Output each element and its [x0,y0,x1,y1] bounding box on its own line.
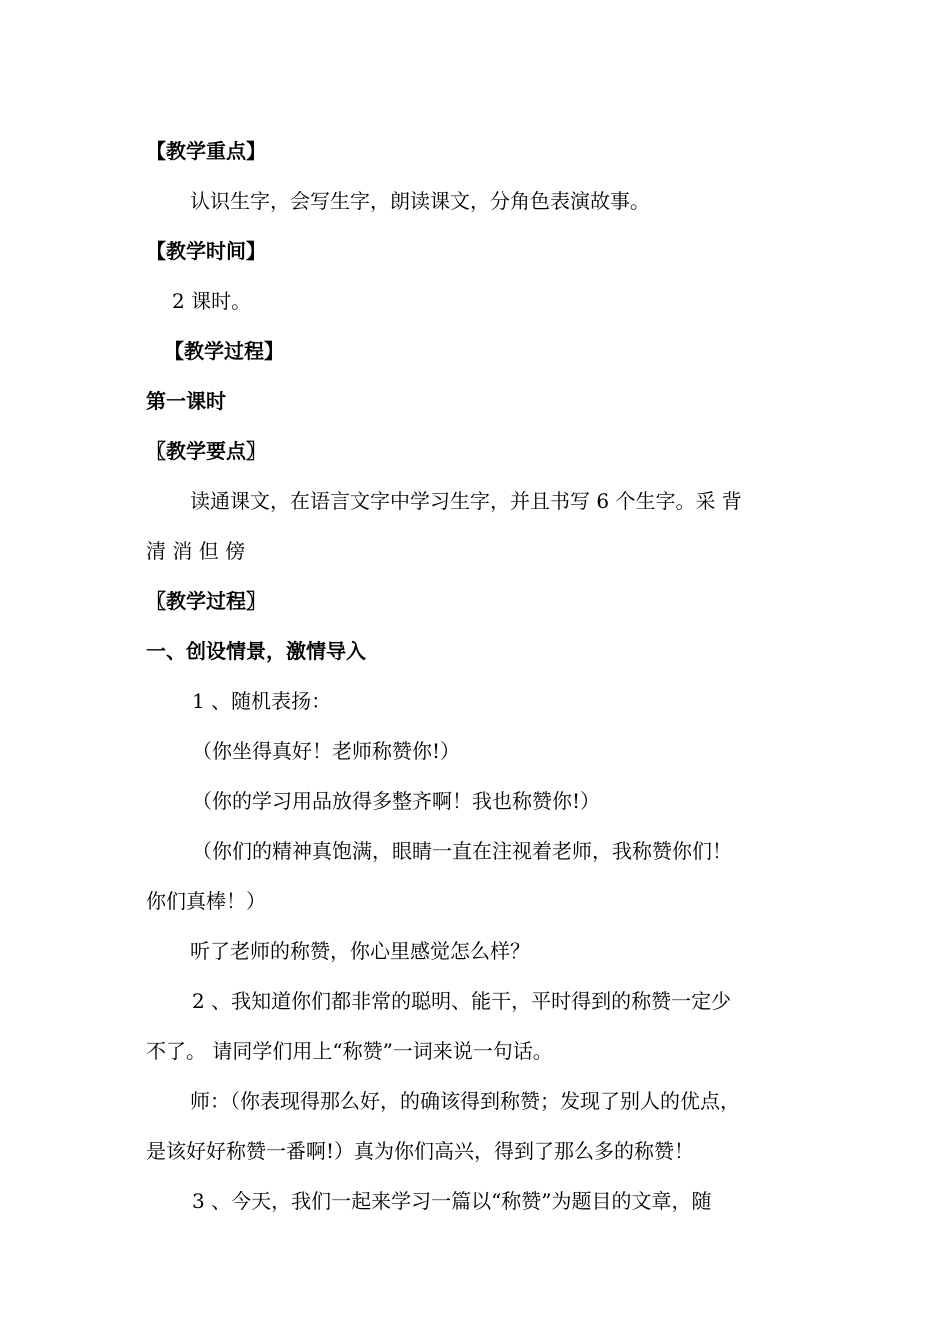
list-item-2-cont: 不了。 请同学们用上“称赞”一词来说一句话。 [146,1039,553,1063]
paragraph-time-content: 2 课时。 [172,289,252,313]
heading-section-one: 一、创设情景，激情导入 [146,639,366,663]
quote-line-1: （你坐得真好！老师称赞你!） [192,739,461,763]
paragraph-teacher-line-1: 师：（你表现得那么好，的确该得到称赞；发现了别人的优点， [190,1089,740,1113]
quote-line-2: （你的学习用品放得多整齐啊！我也称赞你!） [192,789,601,813]
list-item-1: 1 、随机表扬： [192,689,332,713]
heading-teaching-focus: 【教学重点】 [146,139,266,163]
quote-line-3: （你们的精神真饱满，眼睛一直在注视着老师，我称赞你们！ [192,839,732,863]
list-item-3: 3 、今天，我们一起来学习一篇以“称赞”为题目的文章，随 [192,1189,712,1213]
heading-teaching-process: 【教学过程】 [164,339,284,363]
quote-line-3-cont: 你们真棒！） [146,889,266,913]
heading-lesson-process: 〖教学过程〗 [146,589,266,613]
list-item-2: 2 、我知道你们都非常的聪明、能干，平时得到的称赞一定少 [192,989,732,1013]
heading-teaching-points: 〖教学要点〗 [146,439,266,463]
paragraph-points-line-1: 读通课文，在语言文字中学习生字，并且书写 6 个生字。采 背 [190,489,742,513]
paragraph-points-line-2: 清 消 但 傍 [146,539,246,563]
paragraph-focus-content: 认识生字，会写生字，朗读课文，分角色表演故事。 [190,189,650,213]
paragraph-teacher-line-2: 是该好好称赞一番啊!）真为你们高兴，得到了那么多的称赞！ [146,1139,695,1163]
heading-first-lesson: 第一课时 [146,389,226,413]
paragraph-question: 听了老师的称赞，你心里感觉怎么样？ [190,939,530,963]
heading-teaching-time: 【教学时间】 [146,239,266,263]
